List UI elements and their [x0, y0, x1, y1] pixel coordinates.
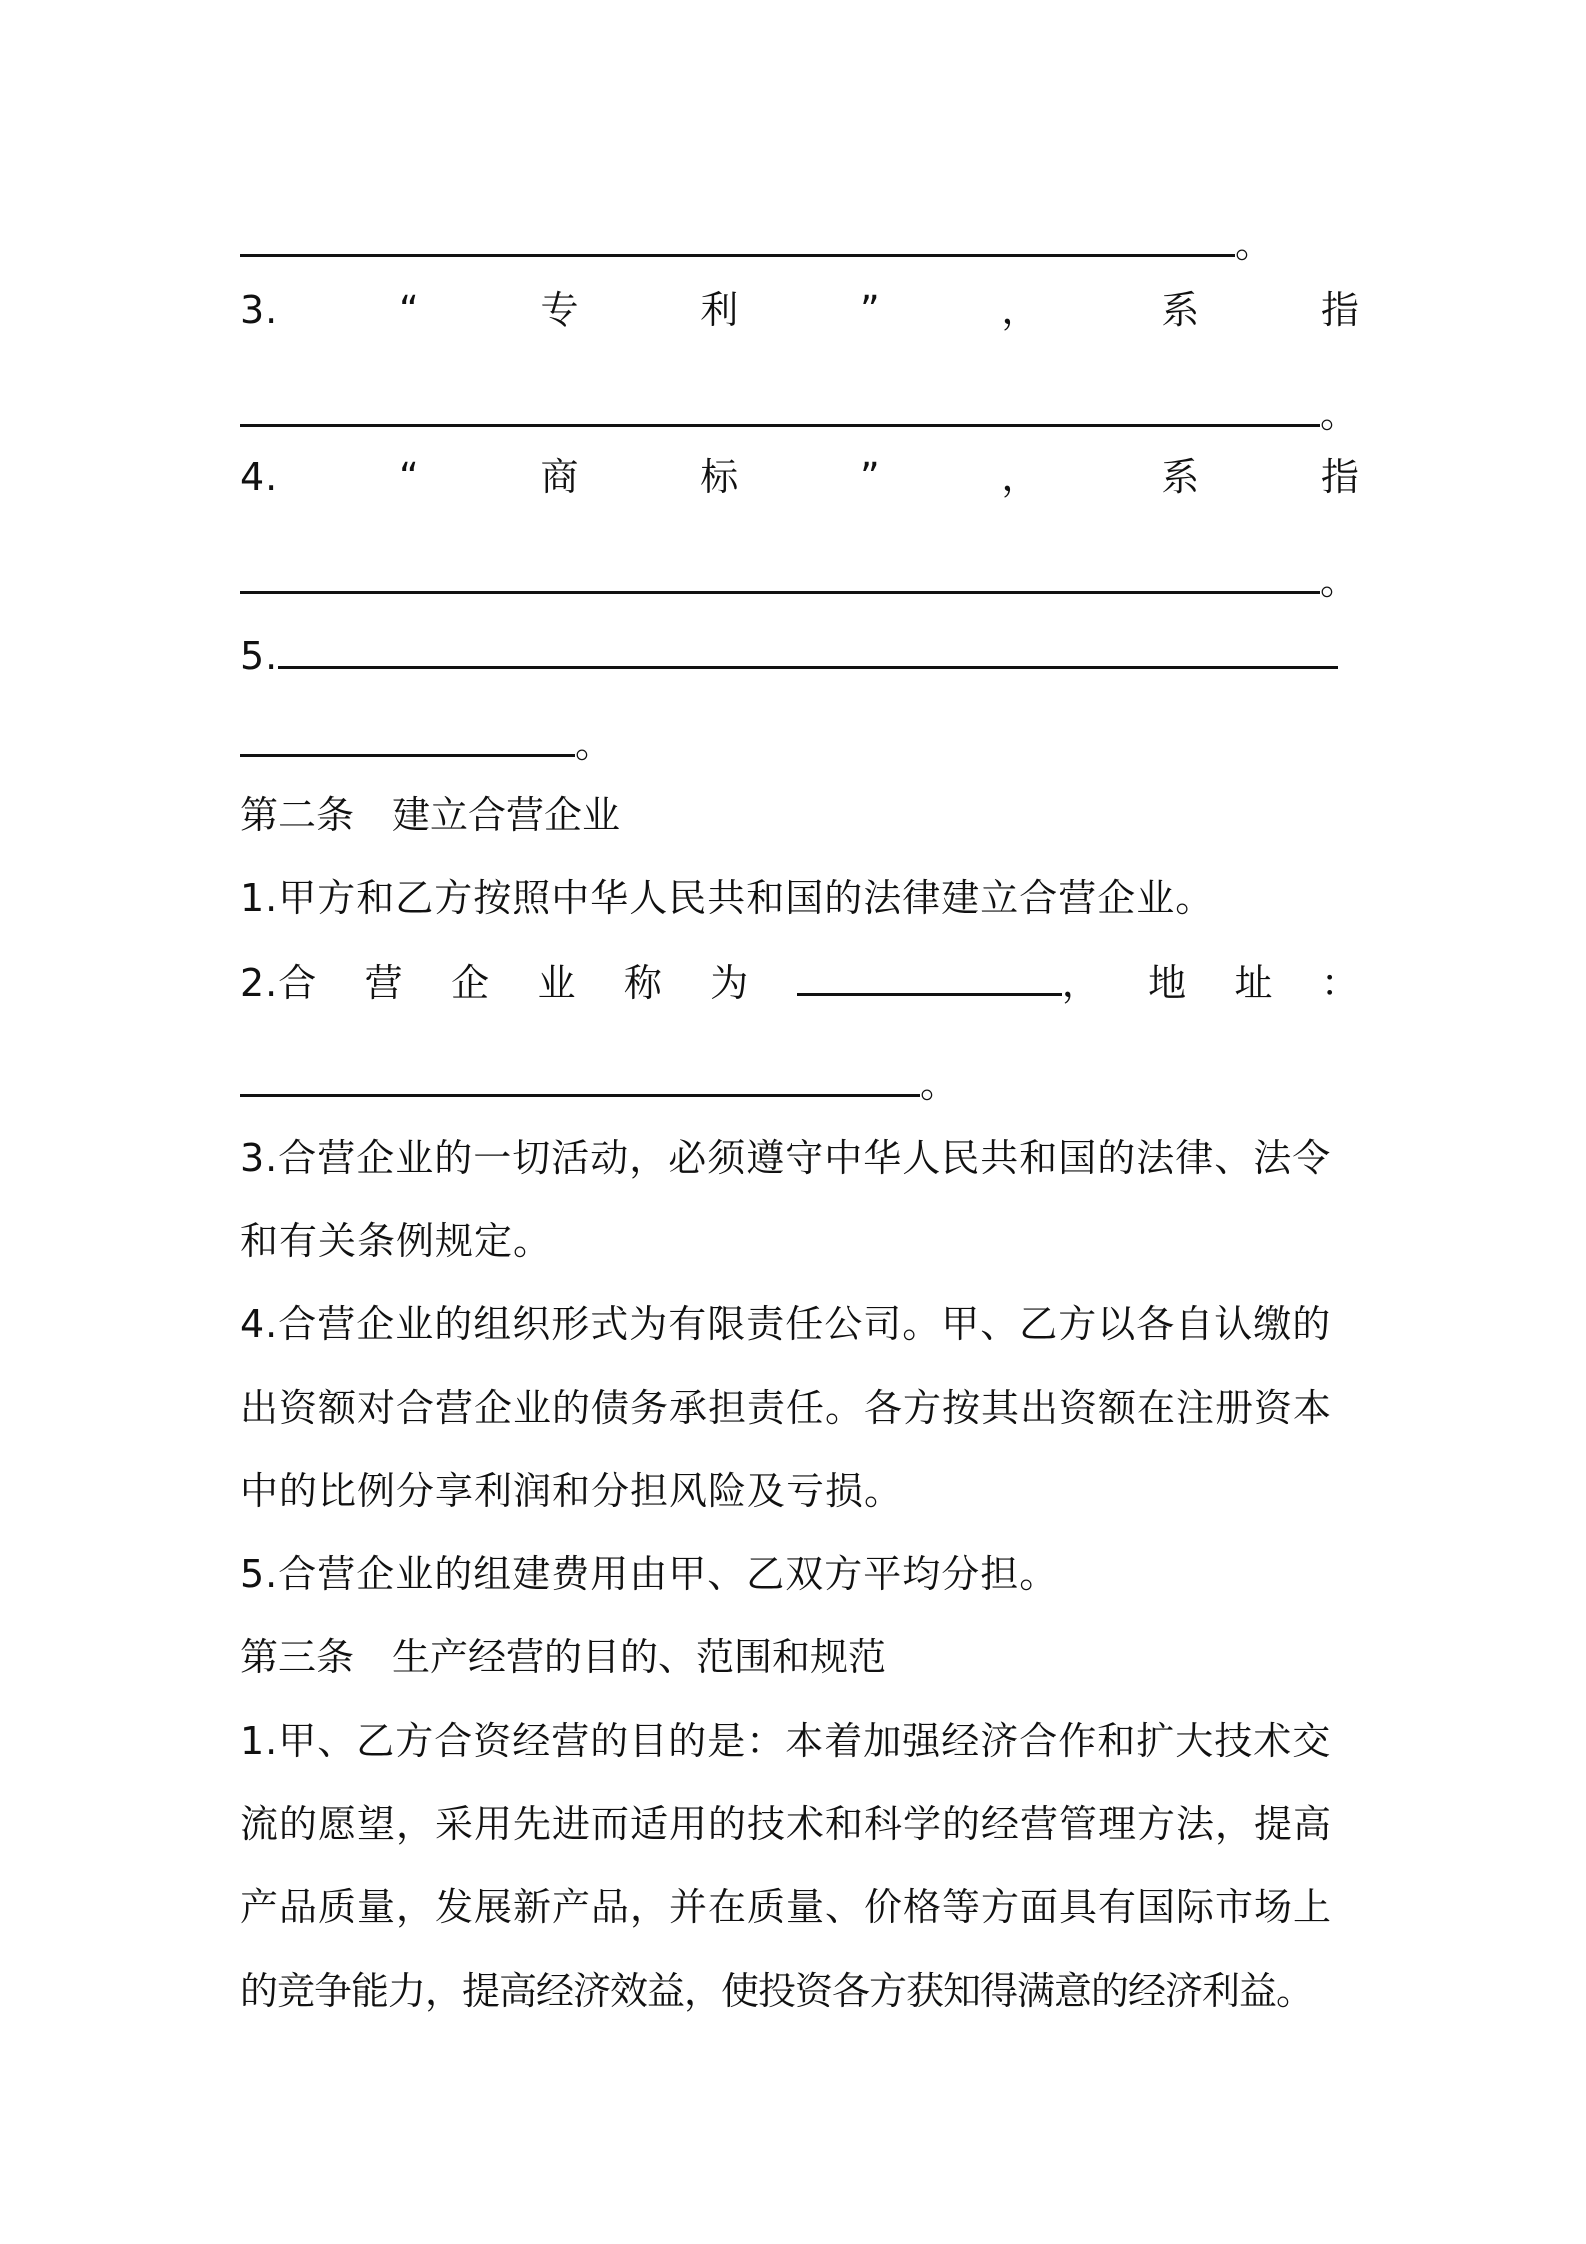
fill-in-blank: [240, 218, 1235, 257]
item-number: 4.: [240, 455, 279, 499]
blank-line: [240, 388, 1360, 439]
char: 指: [1320, 455, 1360, 499]
fill-in-blank: [240, 388, 1320, 427]
char: 系: [1161, 288, 1201, 332]
article-3-para-1-line-4: 的竞争能力，提高经济效益，使投资各方获知得满意的经济利益。: [240, 1969, 1314, 2013]
char: ”: [859, 455, 881, 499]
period: 。: [1320, 392, 1360, 436]
item-number: 3.: [240, 288, 279, 332]
article-2-title: 第二条 建立合营企业: [240, 793, 621, 837]
article-2-para-1: 1.甲方和乙方按照中华人民共和国的法律建立合营企业。: [240, 876, 1215, 920]
char: ，: [1001, 288, 1041, 332]
char: 指: [1320, 288, 1360, 332]
char: “: [399, 288, 420, 332]
article-2-para-4-line-1: 4.合营企业的组织形式为有限责任公司。甲、乙方以各自认缴的: [240, 1302, 1332, 1346]
item-4-line: [240, 452, 1360, 502]
article-2-para-4-line-2: 出资额对合营企业的债务承担责任。各方按其出资额在注册资本: [240, 1386, 1333, 1430]
article-2-para-2: [240, 957, 1360, 1008]
char: 标: [700, 455, 740, 499]
article-2-para-5: 5.合营企业的组建费用由甲、乙双方平均分担。: [240, 1552, 1059, 1596]
article-3-title: 第三条 生产经营的目的、范围和规范: [240, 1635, 887, 1679]
char: 址: [1234, 961, 1274, 1005]
char: 系: [1161, 455, 1201, 499]
article-2-para-4-line-3: 中的比例分享利润和分担风险及亏损。: [240, 1469, 904, 1513]
char: 营: [364, 961, 404, 1005]
blank-line: [240, 718, 1360, 769]
char: ”: [859, 288, 881, 332]
char: 称: [623, 961, 663, 1005]
char: 地: [1148, 961, 1188, 1005]
blank-line: [240, 555, 1360, 606]
fill-in-blank: [240, 718, 575, 757]
company-name-blank-wrap: [797, 957, 1101, 1008]
article-2-para-3-line-1: 3.合营企业的一切活动，必须遵守中华人民共和国的法律、法令: [240, 1136, 1332, 1180]
period: 。: [920, 1062, 960, 1106]
char: 为: [710, 961, 750, 1005]
char: 专: [540, 288, 580, 332]
fill-in-blank: [240, 555, 1320, 594]
item-3-line: [240, 285, 1360, 335]
article-3-para-1-line-2: 流的愿望，采用先进而适用的技术和科学的经营管理方法，提高: [240, 1802, 1333, 1846]
char: 业: [537, 961, 577, 1005]
comma: ，: [1061, 961, 1101, 1005]
char: 企: [451, 961, 491, 1005]
item-5-line: [240, 630, 1360, 681]
period: 。: [1235, 222, 1275, 266]
blank-line: [240, 218, 1360, 269]
char: 2.合: [240, 961, 318, 1005]
company-name-blank: [797, 957, 1062, 996]
fill-in-blank: [278, 630, 1338, 669]
char: ，: [1001, 455, 1041, 499]
period: 。: [575, 722, 615, 766]
item-number: 5.: [240, 634, 279, 678]
article-2-para-3-line-2: 和有关条例规定。: [240, 1219, 553, 1263]
article-3-para-1-line-1: 1.甲、乙方合资经营的目的是：本着加强经济合作和扩大技术交: [240, 1719, 1332, 1763]
char: ：: [1320, 961, 1360, 1005]
char: 商: [540, 455, 580, 499]
char: 利: [700, 288, 740, 332]
address-blank: [240, 1058, 920, 1097]
period: 。: [1320, 559, 1360, 603]
char: “: [399, 455, 420, 499]
article-3-para-1-line-3: 产品质量，发展新产品，并在质量、价格等方面具有国际市场上: [240, 1885, 1333, 1929]
address-blank-line: [240, 1058, 1360, 1109]
